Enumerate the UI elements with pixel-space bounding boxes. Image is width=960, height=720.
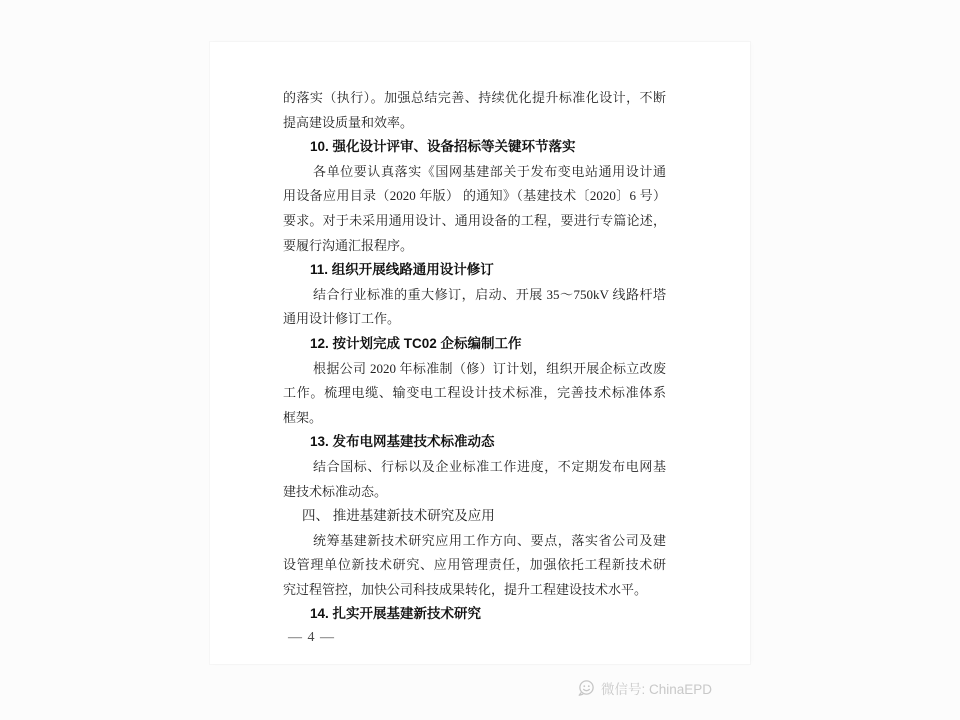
text-line: 通用设计修订工作。 bbox=[283, 311, 401, 327]
document-text-block bbox=[283, 86, 666, 627]
text-line: 工作。梳理电缆、输变电工程设计技术标准，完善技术标准体系 bbox=[283, 385, 666, 401]
text-line: 用设备应用目录（2020 年版） 的通知》（基建技术〔2020〕6 号） bbox=[283, 188, 666, 204]
text-line: 要履行沟通汇报程序。 bbox=[283, 237, 414, 253]
text-line: 的落实（执行）。加强总结完善、持续优化提升标准化设计，不断 bbox=[283, 90, 666, 105]
text-line: 框架。 bbox=[283, 409, 323, 425]
text-line: 各单位要认真落实《国网基建部关于发布变电站通用设计通 bbox=[313, 163, 666, 179]
text-line: 提高建设质量和效率。 bbox=[283, 114, 414, 130]
watermark bbox=[576, 678, 712, 698]
text-line: 要求。对于未采用通用设计、通用设备的工程，要进行专篇论述， bbox=[283, 212, 666, 228]
text-line: 设管理单位新技术研究、应用管理责任，加强依托工程新技术研 bbox=[283, 557, 666, 573]
text-line: 结合行业标准的重大修订，启动、开展 35～750kV 线路杆塔 bbox=[313, 286, 666, 302]
text-line: 统筹基建新技术研究应用工作方向、要点，落实省公司及建 bbox=[313, 532, 666, 548]
text-line: 根据公司 2020 年标准制（修）订计划，组织开展企标立改废 bbox=[313, 360, 666, 376]
document-page bbox=[210, 42, 750, 664]
numbered-heading: 14. 扎实开展基建新技术研究 bbox=[310, 606, 482, 622]
text-line: 究过程管控，加快公司科技成果转化，提升工程建设技术水平。 bbox=[283, 581, 648, 597]
text-line: 结合国标、行标以及企业标准工作进度，不定期发布电网基 bbox=[313, 458, 666, 474]
wechat-emoji-icon bbox=[576, 679, 596, 698]
page-number: — 4 — bbox=[288, 630, 335, 645]
watermark-label: 微信号: ChinaEPD bbox=[601, 682, 713, 697]
numbered-heading: 13. 发布电网基建技术标准动态 bbox=[310, 434, 495, 450]
section-heading: 四、 推进基建新技术研究及应用 bbox=[302, 508, 495, 524]
numbered-heading: 12. 按计划完成 TC02 企标编制工作 bbox=[310, 335, 522, 351]
numbered-heading: 11. 组织开展线路通用设计修订 bbox=[310, 262, 494, 278]
numbered-heading: 10. 强化设计评审、设备招标等关键环节落实 bbox=[310, 139, 576, 155]
text-line: 建技术标准动态。 bbox=[283, 483, 388, 499]
